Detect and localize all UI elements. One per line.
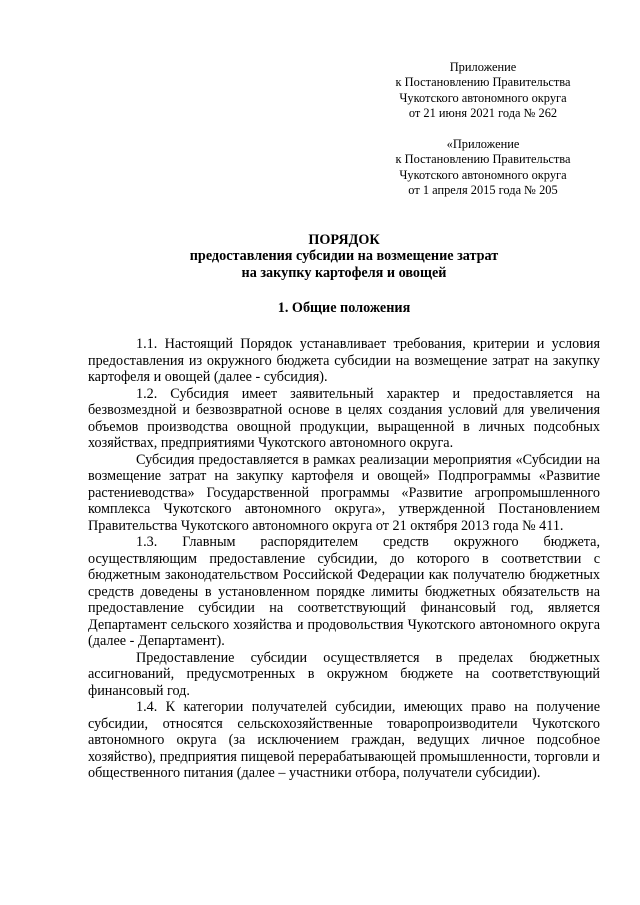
appendix-line: Приложение xyxy=(449,60,517,74)
title-heading: ПОРЯДОК xyxy=(308,232,380,248)
appendix-line: к Постановлению Правительства xyxy=(395,152,571,167)
paragraph: Предоставление субсидии осуществляется в пределах бюджетных ассигнований, предусмотренных в окружном бюджете на соответствующий финансовый год. xyxy=(88,649,600,699)
paragraph: 1.4. К категории получателей субсидии, имеющих право на получение субсидии, относятся сельскохозяйственные товаропроизводители Чукотского автономного округа (за исключением граждан, ведущих личное подсобное хозяйство), предприятия пищевой перерабатывающей промышленности, торговли и общественного питания (далее – участники отбора, получатели субсидии). xyxy=(88,699,600,781)
appendix-line: к Постановлению Правительства xyxy=(395,75,571,90)
title-subtitle-line: предоставления субсидии на возмещение затрат xyxy=(189,248,499,265)
appendix-line: Чукотского автономного округа xyxy=(399,167,567,182)
appendix-header-original xyxy=(368,137,598,199)
appendix-date-line: от 1 апреля 2015 года № 205 xyxy=(408,183,558,198)
paragraph: 1.3. Главным распорядителем средств окружного бюджета, осуществляющим предоставление субсидии, до которого в соответствии с бюджетным законодательством Российской Федерации как получателю бюджетных средств доведены в установленном порядке лимиты бюджетных обязательств на предоставление субсидии на соответствующий финансовый год, является Департамент сельского хозяйства и продовольствия Чукотского автономного округа (далее - Департамент). xyxy=(88,534,600,649)
title-subtitle-line: на закупку картофеля и овощей xyxy=(241,264,447,281)
appendix-date-line: от 21 июня 2021 года № 262 xyxy=(408,106,558,121)
appendix-line: Чукотского автономного округа xyxy=(399,90,567,105)
appendix-line: «Приложение xyxy=(446,137,520,151)
paragraph: 1.1. Настоящий Порядок устанавливает требования, критерии и условия предоставления из окружного бюджета субсидии на возмещение затрат на закупку картофеля и овощей (далее - субсидия). xyxy=(88,336,600,385)
section-heading: 1. Общие положения xyxy=(277,300,411,316)
paragraph: 1.2. Субсидия имеет заявительный характер и предоставляется на безвозмездной и безвозвратной основе в целях создания условий для увеличения объемов производства овощной продукции, выращенной в личных подсобных хозяйствах, предприятиями Чукотского автономного округа. xyxy=(88,385,600,451)
paragraph: Субсидия предоставляется в рамках реализации мероприятия «Субсидии на возмещение затрат на закупку картофеля и овощей» Подпрограммы «Развитие растениеводства» Государственной программы «Развитие агропромышленного комплекса Чукотского автономного округа», утвержденной Постановлением Правительства Чукотского автономного округа от 21 октября 2013 года № 411. xyxy=(88,451,600,534)
appendix-header-current xyxy=(368,60,598,122)
section-body xyxy=(88,336,600,782)
document-title xyxy=(88,232,600,281)
